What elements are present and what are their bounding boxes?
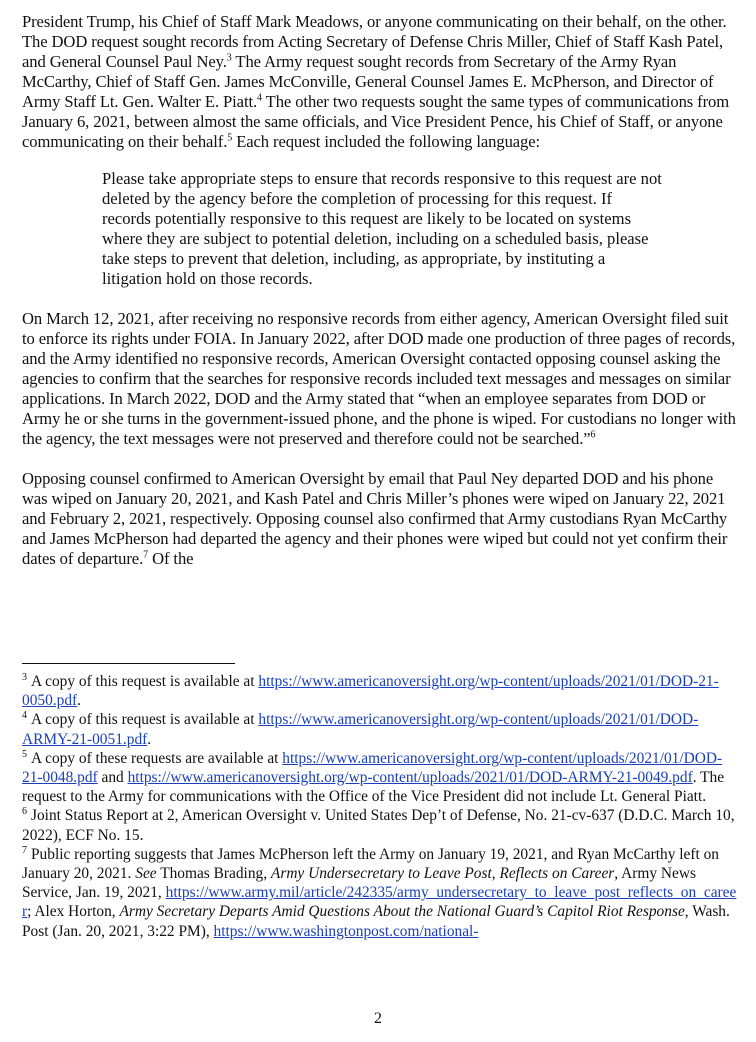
paragraph-3 — [22, 469, 740, 569]
article-title: Army Undersecretary to Leave Post, Reflects on Career — [270, 865, 615, 883]
footnote-signal: See — [135, 865, 157, 883]
page-number: 2 — [374, 1010, 382, 1027]
document-page — [22, 12, 740, 569]
footnote-text: Public reporting suggests that James McPherson left the Army on January 19, 2021, and Ryan McCarthy left on January 20, 2021. — [22, 845, 720, 883]
footnote-text: A copy of this request is available at — [31, 711, 259, 729]
paragraph-2 — [22, 309, 740, 449]
footnote-number: 4 — [22, 710, 27, 722]
footnote-text: A copy of these requests are available at — [31, 749, 283, 767]
footnote-text: , Wash. Post (Jan. 20, 2021, 3:22 PM), — [22, 903, 730, 940]
footnote-text: . — [77, 692, 82, 710]
footnote-text: . — [147, 730, 152, 748]
footnote-ref-3[interactable]: 3 — [226, 52, 232, 64]
footnote-ref-7[interactable]: 7 — [143, 549, 149, 561]
footnote-7 — [22, 845, 740, 941]
footnote-ref-4[interactable]: 4 — [257, 92, 262, 104]
block-quote: Please take appropriate steps to ensure that records responsive to this request are not deleted by the agency before the completion of processing for this request. If records potentially responsive to this request are likely to be located on systems where they are subject to potential deletion, including on a scheduled basis, please take steps to prevent that deletion, including, as appropriate, by instituting a litigation hold on those records. — [102, 169, 662, 288]
paragraph-3-tail: Of the — [148, 549, 194, 568]
footnote-divider — [22, 663, 235, 664]
footnote-link[interactable]: https://www.americanoversight.org/wp-content/uploads/2021/01/DOD-ARMY-21-0049.pdf — [127, 769, 693, 787]
footnote-text: Thomas Brading, — [156, 865, 271, 883]
footnote-ref-5[interactable]: 5 — [227, 132, 233, 144]
footnote-link[interactable]: https://www.washingtonpost.com/national- — [213, 922, 479, 940]
article-title: Army Secretary Departs Amid Questions About the National Guard’s Capitol Riot Response — [119, 903, 685, 921]
footnote-text: ; Alex Horton, — [27, 903, 120, 921]
footnote-text: Joint Status Report at 2, American Oversight v. United States Dep’t of Defense, No. 21-cv-637 (D.D.C. March 10, 2022), ECF No. 15. — [22, 807, 735, 844]
footnote-link[interactable]: https://www.americanoversight.org/wp-content/uploads/2021/01/DOD-21-0050.pdf — [22, 673, 719, 710]
paragraph-1 — [22, 12, 740, 152]
footnote-number: 7 — [22, 844, 27, 856]
footnote-5 — [22, 749, 740, 807]
footnote-ref-6[interactable]: 6 — [590, 429, 596, 441]
paragraph-3-text: Opposing counsel confirmed to American Oversight by email that Paul Ney departed DOD and his phone was wiped on January 20, 2021, and Kash Patel and Chris Miller’s phones were wiped on January 22, 2021 and February 2, 2021, respectively. Opposing counsel also confirmed that Army custodians Ryan McCarthy and James McPherson had departed the agency and their phones were wiped but could not yet confirm their dates of departure. — [22, 469, 728, 568]
footnote-text: A copy of this request is available at — [31, 673, 259, 690]
paragraph-1-text-a: President Trump, his Chief of Staff Mark Meadows, or anyone communicating on their behalf, on the other. The DOD request sought records from Acting Secretary of Defense Chris Miller, Chief of Staff Kash Patel, and General Counsel Paul Ney. — [22, 12, 727, 71]
footnote-6 — [22, 806, 740, 844]
paragraph-2-text: On March 12, 2021, after receiving no responsive records from either agency, American Oversight filed suit to enforce its rights under FOIA. In January 2022, after DOD made one production of three pages of records, and the Army identified no responsive records, American Oversight contacted opposing counsel asking the agencies to confirm that the searches for responsive records included text messages and messages on similar applications. In March 2022, DOD and the Army stated that “when an employee separates from DOD or Army he or she turns in the government-issued phone, and the phone is wiped. For custodians no longer with the agency, the text messages were not preserved and therefore could not be searched.” — [22, 309, 736, 448]
footnote-3 — [22, 672, 740, 710]
footnote-number: 6 — [22, 806, 27, 818]
footnote-text: and — [97, 769, 128, 787]
footnote-text: . The request to the Army for communications with the Office of the Vice President did not include Lt. General Piatt. — [22, 769, 725, 806]
footnote-link[interactable]: https://www.americanoversight.org/wp-content/uploads/2021/01/DOD-ARMY-21-0051.pdf — [22, 711, 699, 748]
paragraph-1-text-c: The other two requests sought the same types of communications from January 6, 2021, between almost the same officials, and Vice President Pence, his Chief of Staff, or anyone communicating on their behalf. — [22, 92, 730, 151]
footnote-4 — [22, 710, 740, 748]
paragraph-1-text-d: Each request included the following language: — [232, 132, 541, 151]
footnote-number: 5 — [22, 748, 27, 760]
footnote-text: , Army News Service, Jan. 19, 2021, — [22, 865, 696, 902]
footnotes — [22, 672, 740, 941]
footnote-link[interactable]: https://www.army.mil/article/242335/army_undersecretary_to_leave_post_reflects_on_career — [22, 884, 737, 921]
footnote-link[interactable]: https://www.americanoversight.org/wp-content/uploads/2021/01/DOD-21-0048.pdf — [22, 749, 723, 787]
footnote-number: 3 — [22, 671, 27, 683]
paragraph-1-text-b: The Army request sought records from Secretary of the Army Ryan McCarthy, Chief of Staff Gen. James McConville, General Counsel James E. McPherson, and Director of Army Staff Lt. Gen. Walter E. Piatt. — [22, 52, 714, 111]
